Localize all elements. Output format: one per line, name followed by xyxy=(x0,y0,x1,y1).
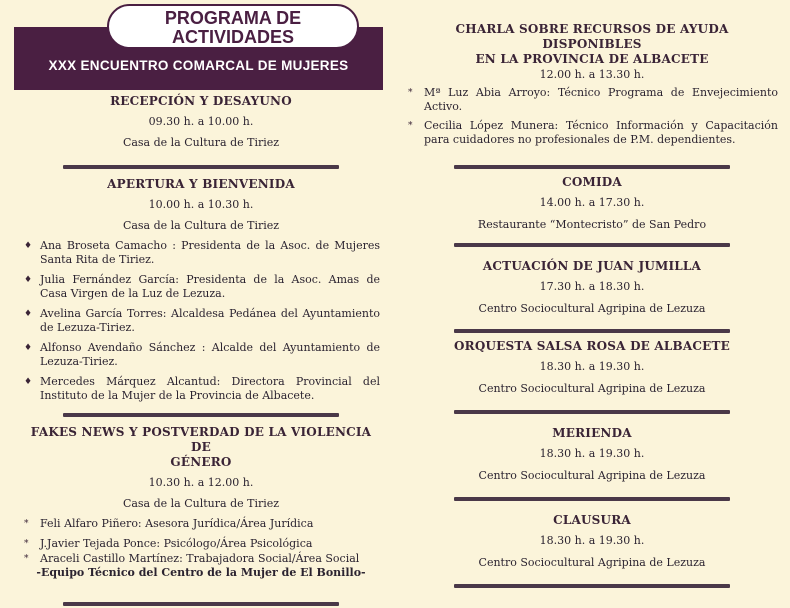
section-title: CLAUSURA xyxy=(553,513,631,527)
section-place: Casa de la Cultura de Tiriez xyxy=(122,219,280,232)
diamond-bullet-icon: ♦ xyxy=(24,343,33,353)
speaker-list xyxy=(406,86,778,147)
section-time: 10.00 h. a 10.30 h. xyxy=(148,198,254,211)
team-credit: -Equipo Técnico del Centro de la Mujer de El Bonillo- xyxy=(36,566,366,579)
list-item: * Araceli Castillo Martínez: Trabajadora Social/Área Social xyxy=(24,552,360,565)
section-place: Centro Sociocultural Agripina de Lezuza xyxy=(478,556,706,569)
section-title-line1: CHARLA SOBRE RECURSOS DE AYUDA xyxy=(455,22,729,36)
star-bullet-icon: * xyxy=(408,121,413,131)
star-bullet-icon: * xyxy=(24,519,29,529)
section-title-line2: DISPONIBLES xyxy=(542,37,642,51)
section-title-line1: FAKES NEWS Y POSTVERDAD DE LA VIOLENCIA DE xyxy=(30,425,372,454)
section-place: Centro Sociocultural Agripina de Lezuza xyxy=(478,469,706,482)
program-title xyxy=(107,4,359,49)
star-bullet-icon: * xyxy=(24,554,29,564)
section-place: Centro Sociocultural Agripina de Lezuza xyxy=(478,302,706,315)
list-item: ♦ Julia Fernández García: Presidenta de la Asoc. Amas de Casa Virgen de la Luz de Lezuza. xyxy=(24,273,380,300)
section-title: MERIENDA xyxy=(552,426,632,440)
section-time: 14.00 h. a 17.30 h. xyxy=(539,196,645,209)
list-item: ♦ Alfonso Avendaño Sánchez : Alcalde del Ayuntamiento de Lezuza-Tiriez. xyxy=(24,341,380,368)
section-time: 18.30 h. a 19.30 h. xyxy=(539,360,645,373)
star-bullet-icon: * xyxy=(408,88,413,98)
section-title-line3: EN LA PROVINCIA DE ALBACETE xyxy=(475,52,709,66)
section-time: 18.30 h. a 19.30 h. xyxy=(539,447,645,460)
list-item: * Feli Alfaro Piñero: Asesora Jurídica/Área Jurídica xyxy=(24,517,314,530)
program-title-line2: ACTIVIDADES xyxy=(171,27,294,47)
section-divider xyxy=(454,497,730,501)
section-title xyxy=(406,22,778,67)
section-title: ORQUESTA SALSA ROSA DE ALBACETE xyxy=(454,339,730,353)
left-column xyxy=(22,94,380,606)
section-title: COMIDA xyxy=(562,175,622,189)
section-divider xyxy=(454,410,730,414)
list-item: ♦ Ana Broseta Camacho : Presidenta de la Asoc. de Mujeres Santa Rita de Tiriez. xyxy=(24,239,380,266)
section-title: APERTURA Y BIENVENIDA xyxy=(107,177,295,191)
speaker-list xyxy=(22,517,380,566)
section-title xyxy=(22,425,380,470)
section-place: Casa de la Cultura de Tiriez xyxy=(122,136,280,149)
program-title-line1: PROGRAMA DE xyxy=(164,8,302,28)
section-divider xyxy=(454,165,730,169)
section-place: Restaurante “Montecristo” de San Pedro xyxy=(477,218,707,231)
section-divider xyxy=(454,584,730,588)
section-divider xyxy=(63,165,339,169)
diamond-bullet-icon: ♦ xyxy=(24,377,33,387)
star-bullet-icon: * xyxy=(24,539,29,549)
list-item: ♦ Avelina García Torres: Alcaldesa Pedánea del Ayuntamiento de Lezuza-Tiriez. xyxy=(24,307,380,334)
diamond-bullet-icon: ♦ xyxy=(24,275,33,285)
section-place: Casa de la Cultura de Tiriez xyxy=(122,497,280,510)
section-time: 12.00 h. a 13.30 h. xyxy=(539,68,645,81)
section-divider xyxy=(454,329,730,333)
event-subtitle: XXX ENCUENTRO COMARCAL DE MUJERES xyxy=(48,58,349,73)
diamond-bullet-icon: ♦ xyxy=(24,241,33,251)
speaker-list xyxy=(22,239,380,403)
section-time: 17.30 h. a 18.30 h. xyxy=(539,280,645,293)
list-item: * J.Javier Tejada Ponce: Psicólogo/Área Psicológica xyxy=(24,537,313,550)
section-title: ACTUACIÓN DE JUAN JUMILLA xyxy=(482,259,702,273)
list-item: ♦ Mercedes Márquez Alcantud: Directora Provincial del Instituto de la Mujer de la Provincia de Albacete. xyxy=(24,375,380,402)
section-divider xyxy=(63,602,339,606)
section-time: 09.30 h. a 10.00 h. xyxy=(148,115,254,128)
section-divider xyxy=(63,413,339,417)
list-item: * Mª Luz Abia Arroyo: Técnico Programa de Envejecimiento Activo. xyxy=(408,86,778,113)
section-place: Centro Sociocultural Agripina de Lezuza xyxy=(478,382,706,395)
section-time: 18.30 h. a 19.30 h. xyxy=(539,534,645,547)
list-item: * Cecilia López Munera: Técnico Información y Capacitación para cuidadores no profesionales de P.M. dependientes. xyxy=(408,119,778,146)
section-title-line2: GÉNERO xyxy=(170,455,232,469)
section-divider xyxy=(454,243,730,247)
section-title: RECEPCIÓN Y DESAYUNO xyxy=(110,94,292,108)
section-time: 10.30 h. a 12.00 h. xyxy=(148,476,254,489)
right-column xyxy=(406,22,778,588)
diamond-bullet-icon: ♦ xyxy=(24,309,33,319)
